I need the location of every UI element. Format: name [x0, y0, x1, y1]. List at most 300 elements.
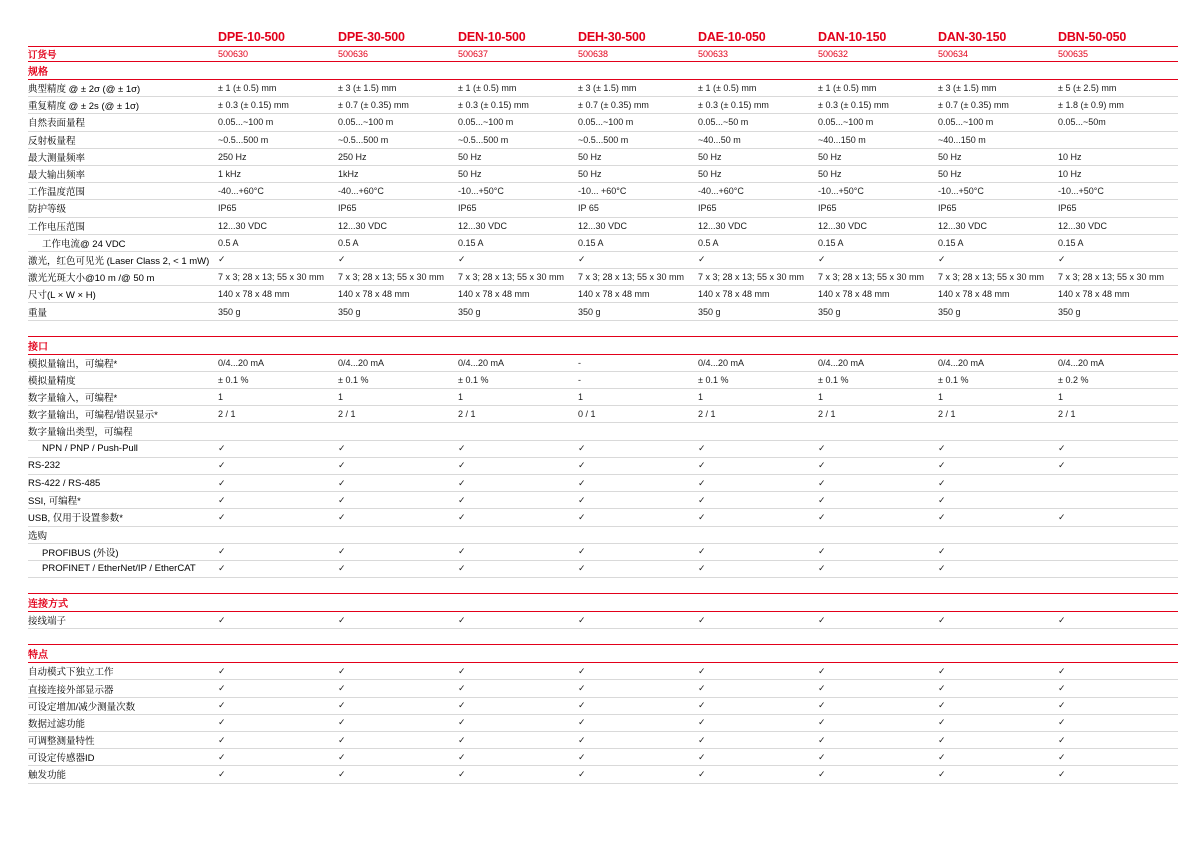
- spec-cell: 0/4...20 mA: [338, 357, 385, 368]
- spec-cell: 0.5 A: [338, 237, 359, 248]
- check-icon: ✓: [818, 254, 826, 265]
- row-label: 直接连接外部显示器: [28, 684, 114, 696]
- check-icon: ✓: [458, 717, 466, 728]
- spec-cell: 10 Hz: [1058, 169, 1082, 180]
- spec-cell: [338, 546, 458, 557]
- table-row: [28, 97, 1178, 114]
- spec-cell: 0/4...20 mA: [1058, 357, 1105, 368]
- table-row: [28, 80, 1178, 97]
- spec-cell: [938, 546, 1058, 557]
- row-label: 最大测量频率: [28, 152, 86, 164]
- model-name: DEH-30-500: [578, 30, 646, 44]
- spec-cell: 1: [218, 392, 224, 403]
- table-row: [28, 612, 1178, 629]
- check-icon: ✓: [338, 683, 346, 694]
- table-row: [28, 423, 1178, 440]
- row-label: 数据过滤功能: [28, 718, 86, 730]
- spec-cell: 0.05...~50 m: [698, 117, 749, 128]
- spec-cell: [698, 512, 818, 523]
- row-label: USB, 仅用于设置参数*: [28, 513, 124, 525]
- spec-cell: [458, 512, 578, 523]
- spec-cell: 0/4...20 mA: [458, 357, 505, 368]
- check-icon: ✓: [218, 614, 226, 625]
- spec-cell: ± 5 (± 2.5) mm: [1058, 83, 1117, 94]
- row-label: 激光光斑大小@10 m /@ 50 m: [28, 273, 155, 285]
- spec-cell: [698, 717, 818, 728]
- spec-cell: [458, 563, 578, 574]
- check-icon: ✓: [458, 443, 466, 454]
- spec-cell: [1058, 683, 1178, 694]
- spec-cell: 12...30 VDC: [338, 220, 388, 231]
- check-icon: ✓: [698, 511, 706, 522]
- check-icon: ✓: [458, 546, 466, 557]
- spec-cell: 250 Hz: [218, 151, 247, 162]
- spec-cell: ~40...150 m: [938, 134, 986, 145]
- spec-cell: 0.05...~100 m: [578, 117, 634, 128]
- spec-cell: [338, 717, 458, 728]
- table-row: [28, 286, 1178, 303]
- order-number: 500634: [938, 49, 969, 59]
- spec-cell: [458, 735, 578, 746]
- spec-cell: 7 x 3; 28 x 13; 55 x 30 mm: [938, 272, 1045, 283]
- spec-cell: 350 g: [578, 306, 601, 317]
- table-row: [28, 544, 1178, 561]
- spec-cell: ± 1 (± 0.5) mm: [458, 83, 517, 94]
- row-label: NPN / PNP / Push-Pull: [42, 443, 138, 455]
- row-label: 防护等级: [28, 204, 67, 216]
- check-icon: ✓: [698, 254, 706, 265]
- spec-cell: 50 Hz: [938, 151, 962, 162]
- spec-cell: IP65: [338, 203, 357, 214]
- section-title-row: [28, 62, 1178, 80]
- check-icon: ✓: [578, 751, 586, 762]
- check-icon: ✓: [458, 734, 466, 745]
- spec-cell: [458, 460, 578, 471]
- spec-cell: ~40...150 m: [818, 134, 866, 145]
- section-title-row: [28, 593, 1178, 612]
- order-number: 500638: [578, 49, 609, 59]
- spec-cell: [698, 769, 818, 780]
- spec-cell: 2 / 1: [698, 409, 716, 420]
- row-label: RS-232: [28, 460, 61, 472]
- model-name: DBN-50-050: [1058, 30, 1127, 44]
- table-row: [28, 698, 1178, 715]
- check-icon: ✓: [458, 751, 466, 762]
- spec-cell: 0.5 A: [698, 237, 719, 248]
- spec-cell: IP65: [818, 203, 837, 214]
- spec-cell: 10 Hz: [1058, 151, 1082, 162]
- check-icon: ✓: [578, 477, 586, 488]
- check-icon: ✓: [818, 683, 826, 694]
- check-icon: ✓: [818, 614, 826, 625]
- spec-cell: [218, 700, 338, 711]
- spec-cell: [338, 666, 458, 677]
- check-icon: ✓: [938, 665, 946, 676]
- spec-cell: [818, 512, 938, 523]
- order-number: 500633: [698, 49, 729, 59]
- spec-cell: [458, 495, 578, 506]
- spec-cell: 1: [698, 392, 704, 403]
- row-label: 典型精度 @ ± 2σ (@ ± 1σ): [28, 84, 141, 96]
- check-icon: ✓: [338, 751, 346, 762]
- spec-cell: -: [578, 357, 581, 368]
- check-icon: ✓: [1058, 511, 1066, 522]
- spec-cell: ± 0.1 %: [698, 374, 729, 385]
- row-label: 触发功能: [28, 770, 67, 782]
- check-icon: ✓: [1058, 768, 1066, 779]
- check-icon: ✓: [1058, 460, 1066, 471]
- spec-cell: [578, 683, 698, 694]
- check-icon: ✓: [218, 477, 226, 488]
- spec-cell: 0 / 1: [578, 409, 596, 420]
- table-row: [28, 766, 1178, 783]
- order-number: 500635: [1058, 49, 1089, 59]
- spec-cell: 0.05...~100 m: [458, 117, 514, 128]
- spec-cell: 7 x 3; 28 x 13; 55 x 30 mm: [818, 272, 925, 283]
- row-label: 可设定传感器ID: [28, 753, 95, 765]
- check-icon: ✓: [818, 443, 826, 454]
- table-row: [28, 749, 1178, 766]
- spec-cell: [578, 666, 698, 677]
- check-icon: ✓: [338, 563, 346, 574]
- spec-cell: [218, 563, 338, 574]
- check-icon: ✓: [458, 768, 466, 779]
- spec-cell: ± 1 (± 0.5) mm: [218, 83, 277, 94]
- spec-cell: ± 0.7 (± 0.35) mm: [938, 100, 1009, 111]
- row-label: PROFIBUS (外设): [42, 547, 119, 559]
- check-icon: ✓: [338, 665, 346, 676]
- section-0: [28, 62, 1178, 321]
- check-icon: ✓: [218, 751, 226, 762]
- spec-cell: [218, 478, 338, 489]
- spec-cell: 0/4...20 mA: [698, 357, 745, 368]
- table-row: [28, 132, 1178, 149]
- check-icon: ✓: [938, 734, 946, 745]
- spec-cell: -40...+60°C: [218, 186, 264, 197]
- spec-cell: [818, 563, 938, 574]
- spec-cell: [938, 735, 1058, 746]
- spec-cell: [1058, 460, 1178, 471]
- check-icon: ✓: [458, 563, 466, 574]
- spec-cell: ± 0.3 (± 0.15) mm: [458, 100, 529, 111]
- spec-cell: -10...+50°C: [938, 186, 984, 197]
- spec-cell: ± 1 (± 0.5) mm: [698, 83, 757, 94]
- check-icon: ✓: [578, 717, 586, 728]
- check-icon: ✓: [578, 511, 586, 522]
- spec-cell: ~0.5...500 m: [338, 134, 389, 145]
- spec-cell: 50 Hz: [458, 151, 482, 162]
- check-icon: ✓: [458, 665, 466, 676]
- spec-cell: 7 x 3; 28 x 13; 55 x 30 mm: [1058, 272, 1165, 283]
- spec-cell: [818, 735, 938, 746]
- spec-cell: [698, 735, 818, 746]
- spec-cell: [698, 563, 818, 574]
- spec-cell: [338, 769, 458, 780]
- check-icon: ✓: [698, 665, 706, 676]
- table-row: [28, 492, 1178, 509]
- model-name: DPE-30-500: [338, 30, 405, 44]
- spec-cell: [698, 478, 818, 489]
- table-row: [28, 149, 1178, 166]
- check-icon: ✓: [698, 768, 706, 779]
- check-icon: ✓: [938, 511, 946, 522]
- row-label: 激光，红色可见光 (Laser Class 2, < 1 mW): [28, 255, 210, 267]
- spec-cell: 12...30 VDC: [698, 220, 748, 231]
- spec-cell: [218, 460, 338, 471]
- check-icon: ✓: [1058, 665, 1066, 676]
- row-label: RS-422 / RS-485: [28, 477, 101, 489]
- spec-cell: 350 g: [338, 306, 361, 317]
- sub-section-label: 数字量输出类型，可编程: [28, 427, 133, 439]
- spec-cell: 50 Hz: [458, 169, 482, 180]
- spec-cell: ± 0.1 %: [818, 374, 849, 385]
- check-icon: ✓: [218, 494, 226, 505]
- check-icon: ✓: [338, 254, 346, 265]
- spec-cell: [578, 546, 698, 557]
- table-row: [28, 441, 1178, 458]
- spec-cell: [458, 717, 578, 728]
- spec-cell: IP65: [458, 203, 477, 214]
- order-number: 500636: [338, 49, 369, 59]
- spec-cell: [1058, 700, 1178, 711]
- table-row: [28, 303, 1178, 320]
- spec-cell: -40...+60°C: [338, 186, 384, 197]
- spec-cell: [578, 478, 698, 489]
- spec-cell: 140 x 78 x 48 mm: [218, 289, 290, 300]
- row-label: 模拟量精度: [28, 375, 76, 387]
- spec-cell: 1kHz: [338, 169, 359, 180]
- row-label: 工作温度范围: [28, 187, 86, 199]
- spec-cell: 140 x 78 x 48 mm: [818, 289, 890, 300]
- spec-cell: [818, 495, 938, 506]
- section-1: [28, 336, 1178, 578]
- spec-cell: 12...30 VDC: [1058, 220, 1108, 231]
- spec-cell: [938, 254, 1058, 265]
- section-title-row: [28, 644, 1178, 663]
- spec-cell: [1058, 752, 1178, 763]
- spec-cell: [938, 615, 1058, 626]
- spec-cell: [458, 769, 578, 780]
- spec-cell: [818, 615, 938, 626]
- row-label: 数字量输入，可编程*: [28, 393, 118, 405]
- spec-cell: [338, 563, 458, 574]
- spec-cell: 12...30 VDC: [818, 220, 868, 231]
- check-icon: ✓: [698, 683, 706, 694]
- check-icon: ✓: [578, 665, 586, 676]
- spec-cell: ± 0.1 %: [938, 374, 969, 385]
- check-icon: ✓: [698, 614, 706, 625]
- spec-cell: [578, 700, 698, 711]
- spec-cell: [218, 717, 338, 728]
- spec-cell: [578, 752, 698, 763]
- check-icon: ✓: [818, 700, 826, 711]
- spec-cell: [458, 254, 578, 265]
- spec-cell: -40...+60°C: [698, 186, 744, 197]
- spec-cell: [1058, 769, 1178, 780]
- row-label: 接线端子: [28, 616, 67, 628]
- table-row: [28, 663, 1178, 680]
- spec-cell: 140 x 78 x 48 mm: [578, 289, 650, 300]
- spec-cell: 2 / 1: [218, 409, 236, 420]
- spec-cell: [938, 512, 1058, 523]
- check-icon: ✓: [218, 717, 226, 728]
- spec-cell: [578, 615, 698, 626]
- spec-cell: [698, 700, 818, 711]
- spec-cell: [218, 752, 338, 763]
- spec-cell: [338, 752, 458, 763]
- spec-cell: [458, 683, 578, 694]
- check-icon: ✓: [818, 768, 826, 779]
- spec-cell: IP 65: [578, 203, 599, 214]
- spec-cell: 350 g: [698, 306, 721, 317]
- spec-cell: ± 0.2 %: [1058, 374, 1089, 385]
- check-icon: ✓: [818, 460, 826, 471]
- check-icon: ✓: [218, 768, 226, 779]
- spec-cell: [218, 512, 338, 523]
- check-icon: ✓: [578, 768, 586, 779]
- check-icon: ✓: [938, 460, 946, 471]
- spec-cell: [698, 683, 818, 694]
- table-row: [28, 475, 1178, 492]
- order-number: 500632: [818, 49, 849, 59]
- table-row: [28, 458, 1178, 475]
- spec-cell: 0.5 A: [218, 237, 239, 248]
- check-icon: ✓: [338, 460, 346, 471]
- spec-cell: [338, 735, 458, 746]
- row-label: 工作电压范围: [28, 221, 86, 233]
- check-icon: ✓: [458, 494, 466, 505]
- check-icon: ✓: [218, 254, 226, 265]
- model-name: DAN-30-150: [938, 30, 1007, 44]
- check-icon: ✓: [698, 751, 706, 762]
- spec-cell: [698, 460, 818, 471]
- check-icon: ✓: [338, 511, 346, 522]
- spec-cell: 350 g: [458, 306, 481, 317]
- spec-cell: ~0.5...500 m: [578, 134, 629, 145]
- spec-cell: [938, 683, 1058, 694]
- model-name: DEN-10-500: [458, 30, 526, 44]
- check-icon: ✓: [818, 563, 826, 574]
- spec-cell: 350 g: [1058, 306, 1081, 317]
- spec-cell: 140 x 78 x 48 mm: [458, 289, 530, 300]
- check-icon: ✓: [338, 717, 346, 728]
- check-icon: ✓: [818, 546, 826, 557]
- spec-cell: 1: [338, 392, 344, 403]
- spec-cell: ~0.5...500 m: [218, 134, 269, 145]
- spec-cell: [338, 700, 458, 711]
- spec-cell: [218, 666, 338, 677]
- spec-cell: [1058, 717, 1178, 728]
- spec-cell: [578, 254, 698, 265]
- check-icon: ✓: [338, 768, 346, 779]
- spec-cell: [938, 769, 1058, 780]
- spec-cell: [458, 615, 578, 626]
- spec-cell: 2 / 1: [938, 409, 956, 420]
- spec-cell: [698, 254, 818, 265]
- spec-cell: 0.05...~100 m: [218, 117, 274, 128]
- spec-cell: [818, 546, 938, 557]
- check-icon: ✓: [458, 683, 466, 694]
- row-label: 尺寸(L × W × H): [28, 290, 96, 302]
- spec-cell: 7 x 3; 28 x 13; 55 x 30 mm: [218, 272, 325, 283]
- spec-cell: [938, 666, 1058, 677]
- spec-cell: 250 Hz: [338, 151, 367, 162]
- table-row: [28, 509, 1178, 526]
- spec-cell: [578, 563, 698, 574]
- check-icon: ✓: [458, 511, 466, 522]
- check-icon: ✓: [218, 511, 226, 522]
- check-icon: ✓: [458, 460, 466, 471]
- table-row: [28, 732, 1178, 749]
- spec-cell: [338, 615, 458, 626]
- spec-cell: -10... +60°C: [578, 186, 627, 197]
- spec-cell: [698, 752, 818, 763]
- table-row: [28, 235, 1178, 252]
- check-icon: ✓: [218, 734, 226, 745]
- spec-cell: [578, 717, 698, 728]
- check-icon: ✓: [1058, 614, 1066, 625]
- row-label: 工作电流@ 24 VDC: [42, 238, 126, 250]
- spec-cell: ± 3 (± 1.5) mm: [938, 83, 997, 94]
- spec-cell: -10...+50°C: [458, 186, 504, 197]
- spec-cell: 0/4...20 mA: [818, 357, 865, 368]
- check-icon: ✓: [218, 460, 226, 471]
- row-label: 自动模式下独立工作: [28, 667, 114, 679]
- check-icon: ✓: [818, 494, 826, 505]
- check-icon: ✓: [938, 443, 946, 454]
- row-label: 可调整测量特性: [28, 736, 95, 748]
- section-3: [28, 644, 1178, 783]
- spec-cell: 7 x 3; 28 x 13; 55 x 30 mm: [338, 272, 445, 283]
- spec-cell: [218, 683, 338, 694]
- check-icon: ✓: [338, 494, 346, 505]
- model-header-row: [28, 25, 1178, 47]
- check-icon: ✓: [818, 717, 826, 728]
- spec-cell: 2 / 1: [338, 409, 356, 420]
- spec-cell: [1058, 615, 1178, 626]
- check-icon: ✓: [458, 254, 466, 265]
- spec-cell: ± 3 (± 1.5) mm: [578, 83, 637, 94]
- spec-cell: ± 0.3 (± 0.15) mm: [698, 100, 769, 111]
- check-icon: ✓: [1058, 717, 1066, 728]
- spec-cell: [578, 512, 698, 523]
- check-icon: ✓: [1058, 751, 1066, 762]
- spec-cell: [218, 495, 338, 506]
- spec-cell: [458, 546, 578, 557]
- spec-cell: [818, 666, 938, 677]
- spec-cell: IP65: [218, 203, 237, 214]
- spec-cell: 350 g: [938, 306, 961, 317]
- spec-cell: [218, 254, 338, 265]
- spec-cell: 50 Hz: [578, 151, 602, 162]
- spec-cell: 0.15 A: [578, 237, 604, 248]
- spec-cell: [938, 752, 1058, 763]
- check-icon: ✓: [578, 734, 586, 745]
- spec-cell: [338, 460, 458, 471]
- table-row: [28, 561, 1178, 578]
- check-icon: ✓: [698, 717, 706, 728]
- spec-cell: 12...30 VDC: [938, 220, 988, 231]
- spec-cell: [1058, 443, 1178, 454]
- spec-cell: ~40...50 m: [698, 134, 741, 145]
- spec-cell: [698, 546, 818, 557]
- spec-cell: [578, 443, 698, 454]
- check-icon: ✓: [938, 717, 946, 728]
- check-icon: ✓: [458, 477, 466, 488]
- spec-cell: 7 x 3; 28 x 13; 55 x 30 mm: [698, 272, 805, 283]
- check-icon: ✓: [218, 665, 226, 676]
- spec-cell: 1: [578, 392, 584, 403]
